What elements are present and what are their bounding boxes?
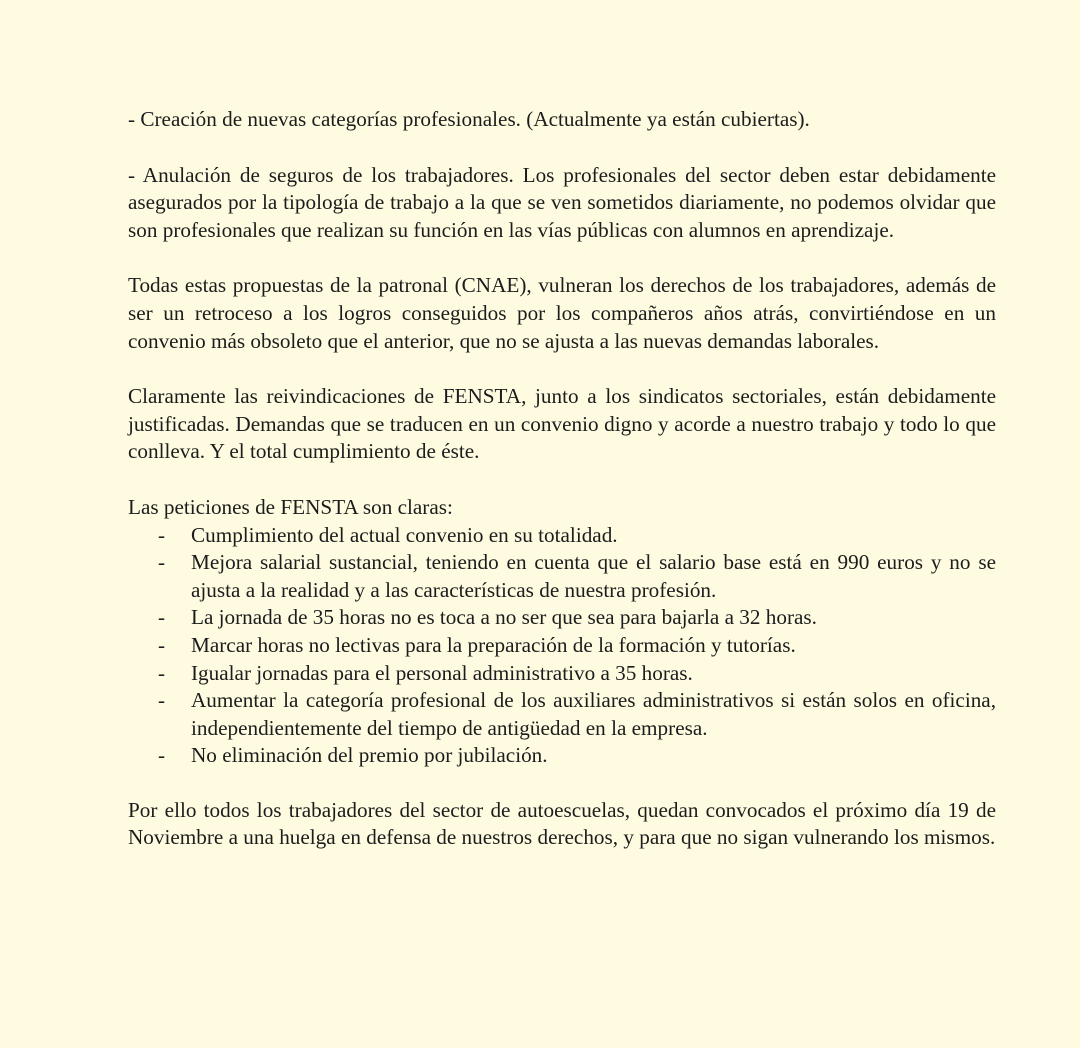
paragraph-claims: Claramente las reivindicaciones de FENSTA, junto a los sindicatos sectoriales, están debidamente justificadas. Demandas que se traducen en un convenio digno y acorde a nuestro trabajo y todo lo que conlleva. Y el total cumplimiento de éste. <box>128 384 996 464</box>
dash-bullet: - <box>158 550 166 575</box>
document-body <box>128 106 996 852</box>
list-item <box>128 687 996 742</box>
list-item-text: Cumplimiento del actual convenio en su totalidad. <box>191 522 618 547</box>
list-item-text: Marcar horas no lectivas para la preparación de la formación y tutorías. <box>191 632 796 657</box>
dash-bullet: - <box>158 688 166 713</box>
list-item-text: No eliminación del premio por jubilación. <box>191 743 548 768</box>
list-item <box>128 604 996 632</box>
paragraph-insurance: - Anulación de seguros de los trabajadores. Los profesionales del sector deben estar debidamente asegurados por la tipología de trabajo a la que se ven sometidos diariamente, no podemos olvidar que son profesionales que realizan su función en las vías públicas con alumnos en aprendizaje. <box>128 162 996 242</box>
list-item <box>128 549 996 604</box>
dash-bullet: - <box>158 632 166 657</box>
paragraph-proposals: Todas estas propuestas de la patronal (CNAE), vulneran los derechos de los trabajadores, además de ser un retroceso a los logros conseguidos por los compañeros años atrás, convirtiéndose en un convenio más obsoleto que el anterior, que no se ajusta a las nuevas demandas laborales. <box>128 273 996 353</box>
list-item-text: Aumentar la categoría profesional de los auxiliares administrativos si están solos en oficina, independientemente del tiempo de antigüedad en la empresa. <box>191 688 996 740</box>
list-intro: Las peticiones de FENSTA son claras: <box>128 494 453 519</box>
list-item <box>128 522 996 550</box>
dash-bullet: - <box>158 660 166 685</box>
dash-bullet: - <box>158 522 166 547</box>
list-item-text: Mejora salarial sustancial, teniendo en cuenta que el salario base está en 990 euros y no se ajusta a la realidad y a las características de nuestra profesión. <box>191 550 996 602</box>
list-item <box>128 632 996 660</box>
dash-bullet: - <box>158 743 166 768</box>
paragraph-new-categories: - Creación de nuevas categorías profesionales. (Actualmente ya están cubiertas). <box>128 107 810 131</box>
list-item-text: La jornada de 35 horas no es toca a no ser que sea para bajarla a 32 horas. <box>191 605 817 630</box>
list-item <box>128 742 996 770</box>
paragraph-strike-call: Por ello todos los trabajadores del sector de autoescuelas, quedan convocados el próximo día 19 de Noviembre a una huelga en defensa de nuestros derechos, y para que no sigan vulnerando los mismos. <box>128 797 996 850</box>
demands-list <box>128 522 996 770</box>
dash-bullet: - <box>158 605 166 630</box>
list-item-text: Igualar jornadas para el personal administrativo a 35 horas. <box>191 660 693 685</box>
list-item <box>128 660 996 688</box>
